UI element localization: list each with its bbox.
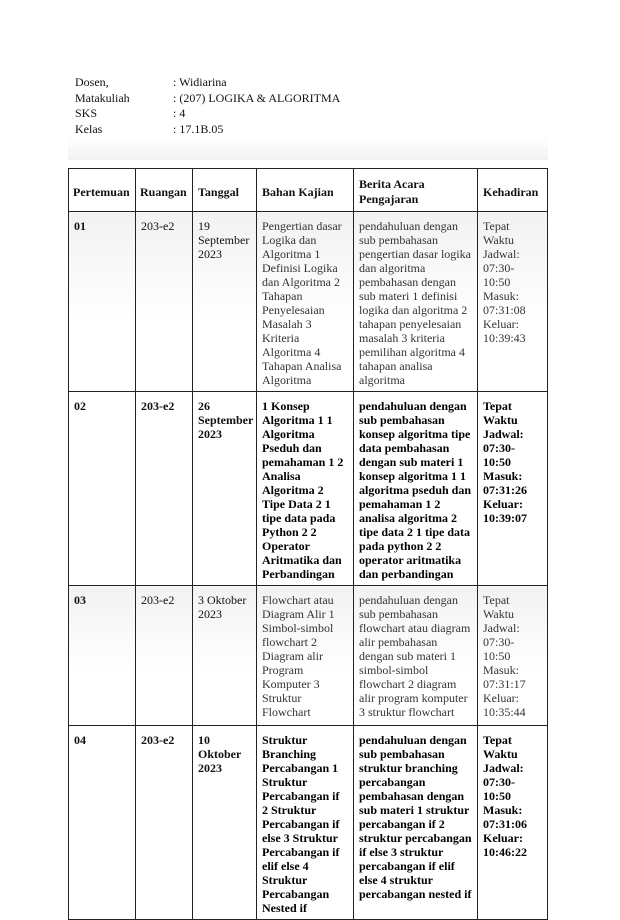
cell-tanggal: 3 Oktober 2023 bbox=[193, 586, 257, 726]
kehadiran-line: Masuk: bbox=[483, 803, 523, 817]
kehadiran-line: 07:30- bbox=[483, 635, 515, 649]
cell-berita-acara: pendahuluan dengan sub pembahasan struktur branching percabangan pembahasan dengan sub materi 1 struktur percabangan if 2 struktur percabangan if else 3 struktur percabangan if elif else 4 struktur percabangan nested if bbox=[354, 726, 478, 920]
kehadiran-line: 10:50 bbox=[483, 275, 511, 289]
shade-band bbox=[68, 138, 548, 160]
kehadiran-line: Tepat bbox=[483, 399, 512, 413]
kehadiran-line: Keluar: bbox=[483, 497, 523, 511]
cell-ruangan: 203-e2 bbox=[136, 586, 193, 726]
cell-bahan-kajian: Struktur Branching Percabangan 1 Struktur Percabangan if 2 Struktur Percabangan if else 3 Struktur Percabangan if elif else 4 Struktur Percabangan Nested if bbox=[257, 726, 354, 920]
cell-berita-acara: pendahuluan dengan sub pembahasan konsep algoritma tipe data pembahasan dengan sub materi 1 konsep algoritma 1 1 algoritma pseduh dan pemahaman 1 2 analisa algoritma 2 tipe data 2 1 tipe data pada python 2 2 operator aritmatika dan perbandingan bbox=[354, 392, 478, 586]
kehadiran-line: 07:30- bbox=[483, 261, 515, 275]
info-value: : (207) LOGIKA & ALGORITMA bbox=[173, 90, 341, 105]
kehadiran-line: 10:35:44 bbox=[483, 705, 526, 719]
table-row bbox=[69, 212, 548, 392]
info-label: SKS bbox=[75, 106, 98, 120]
cell-bahan-kajian: Flowchart atau Diagram Alir 1 Simbol-simbol flowchart 2 Diagram alir Program Komputer 3 Struktur Flowchart bbox=[257, 586, 354, 726]
info-label: Kelas bbox=[75, 121, 103, 136]
kehadiran-line: Waktu bbox=[483, 607, 515, 621]
kehadiran-line: 07:31:06 bbox=[483, 817, 527, 831]
info-row-kelas bbox=[75, 122, 340, 138]
kehadiran-line: 10:39:07 bbox=[483, 511, 527, 525]
table-header-row bbox=[69, 169, 548, 212]
kehadiran-line: 07:30- bbox=[483, 775, 515, 789]
kehadiran-line: 10:50 bbox=[483, 455, 511, 469]
kehadiran-line: Masuk: bbox=[483, 289, 519, 303]
info-value: : 4 bbox=[173, 106, 186, 120]
header-kehadiran: Kehadiran bbox=[478, 169, 548, 212]
kehadiran-line: Jadwal: bbox=[483, 427, 524, 441]
kehadiran-line: Jadwal: bbox=[483, 247, 520, 261]
kehadiran-line: 07:31:26 bbox=[483, 483, 527, 497]
cell-bahan-kajian: 1 Konsep Algoritma 1 1 Algoritma Pseduh dan pemahaman 1 2 Analisa Algoritma 2 Tipe Data 2 1 tipe data pada Python 2 2 Operator Aritmatika dan Perbandingan bbox=[257, 392, 354, 586]
cell-pertemuan: 04 bbox=[69, 726, 136, 920]
kehadiran-line: 10:50 bbox=[483, 789, 511, 803]
kehadiran-line: Waktu bbox=[483, 747, 518, 761]
info-row-dosen bbox=[75, 75, 340, 91]
table-row bbox=[69, 392, 548, 586]
kehadiran-line: Waktu bbox=[483, 413, 518, 427]
cell-ruangan: 203-e2 bbox=[136, 212, 193, 392]
info-row-sks bbox=[75, 106, 340, 122]
cell-tanggal: 19 September 2023 bbox=[193, 212, 257, 392]
cell-tanggal: 26 September 2023 bbox=[193, 392, 257, 586]
kehadiran-line: Jadwal: bbox=[483, 621, 520, 635]
table-row bbox=[69, 586, 548, 726]
kehadiran-line: Keluar: bbox=[483, 317, 519, 331]
kehadiran-line: Keluar: bbox=[483, 831, 523, 845]
kehadiran-line: Masuk: bbox=[483, 663, 519, 677]
attendance-table bbox=[68, 168, 548, 920]
kehadiran-line: Tepat bbox=[483, 219, 510, 233]
kehadiran-line: Tepat bbox=[483, 733, 512, 747]
cell-pertemuan: 03 bbox=[69, 586, 136, 726]
cell-bahan-kajian: Pengertian dasar Logika dan Algoritma 1 Definisi Logika dan Algoritma 2 Tahapan Penyelesaian Masalah 3 Kriteria Algoritma 4 Tahapan Analisa Algoritma bbox=[257, 212, 354, 392]
kehadiran-line: Keluar: bbox=[483, 691, 519, 705]
kehadiran-line: 10:46:22 bbox=[483, 845, 527, 859]
cell-pertemuan: 01 bbox=[69, 212, 136, 392]
header-bahan-kajian: Bahan Kajian bbox=[257, 169, 354, 212]
info-label: Dosen, bbox=[75, 75, 109, 89]
kehadiran-line: Tepat bbox=[483, 593, 510, 607]
kehadiran-line: 07:30- bbox=[483, 441, 515, 455]
info-value: : Widiarina bbox=[173, 75, 227, 89]
kehadiran-line: Waktu bbox=[483, 233, 515, 247]
info-label: Matakuliah bbox=[75, 90, 130, 105]
cell-tanggal: 10 Oktober 2023 bbox=[193, 726, 257, 920]
kehadiran-line: 10:39:43 bbox=[483, 331, 526, 345]
cell-berita-acara: pendahuluan dengan sub pembahasan flowchart atau diagram alir pembahasan dengan sub materi 1 simbol-simbol flowchart 2 diagram alir program komputer 3 struktur flowchart bbox=[354, 586, 478, 726]
cell-kehadiran bbox=[478, 586, 548, 726]
header-tanggal: Tanggal bbox=[193, 169, 257, 212]
cell-pertemuan: 02 bbox=[69, 392, 136, 586]
header-ruangan: Ruangan bbox=[136, 169, 193, 212]
kehadiran-line: 07:31:17 bbox=[483, 677, 526, 691]
cell-kehadiran bbox=[478, 212, 548, 392]
cell-kehadiran bbox=[478, 726, 548, 920]
info-row-matakuliah bbox=[75, 91, 340, 107]
info-value: : 17.1B.05 bbox=[173, 121, 224, 136]
cell-kehadiran bbox=[478, 392, 548, 586]
header-pertemuan: Pertemuan bbox=[69, 169, 136, 212]
kehadiran-line: Masuk: bbox=[483, 469, 523, 483]
kehadiran-line: Jadwal: bbox=[483, 761, 524, 775]
cell-ruangan: 203-e2 bbox=[136, 392, 193, 586]
kehadiran-line: 10:50 bbox=[483, 649, 511, 663]
kehadiran-line: 07:31:08 bbox=[483, 303, 526, 317]
cell-berita-acara: pendahuluan dengan sub pembahasan pengertian dasar logika dan algoritma pembahasan dengan sub materi 1 definisi logika dan algoritma 2 tahapan penyelesaian masalah 3 kriteria pemilihan algoritma 4 tahapan analisa algoritma bbox=[354, 212, 478, 392]
header-berita-acara: Berita Acara Pengajaran bbox=[354, 169, 478, 212]
table-row bbox=[69, 726, 548, 920]
cell-ruangan: 203-e2 bbox=[136, 726, 193, 920]
